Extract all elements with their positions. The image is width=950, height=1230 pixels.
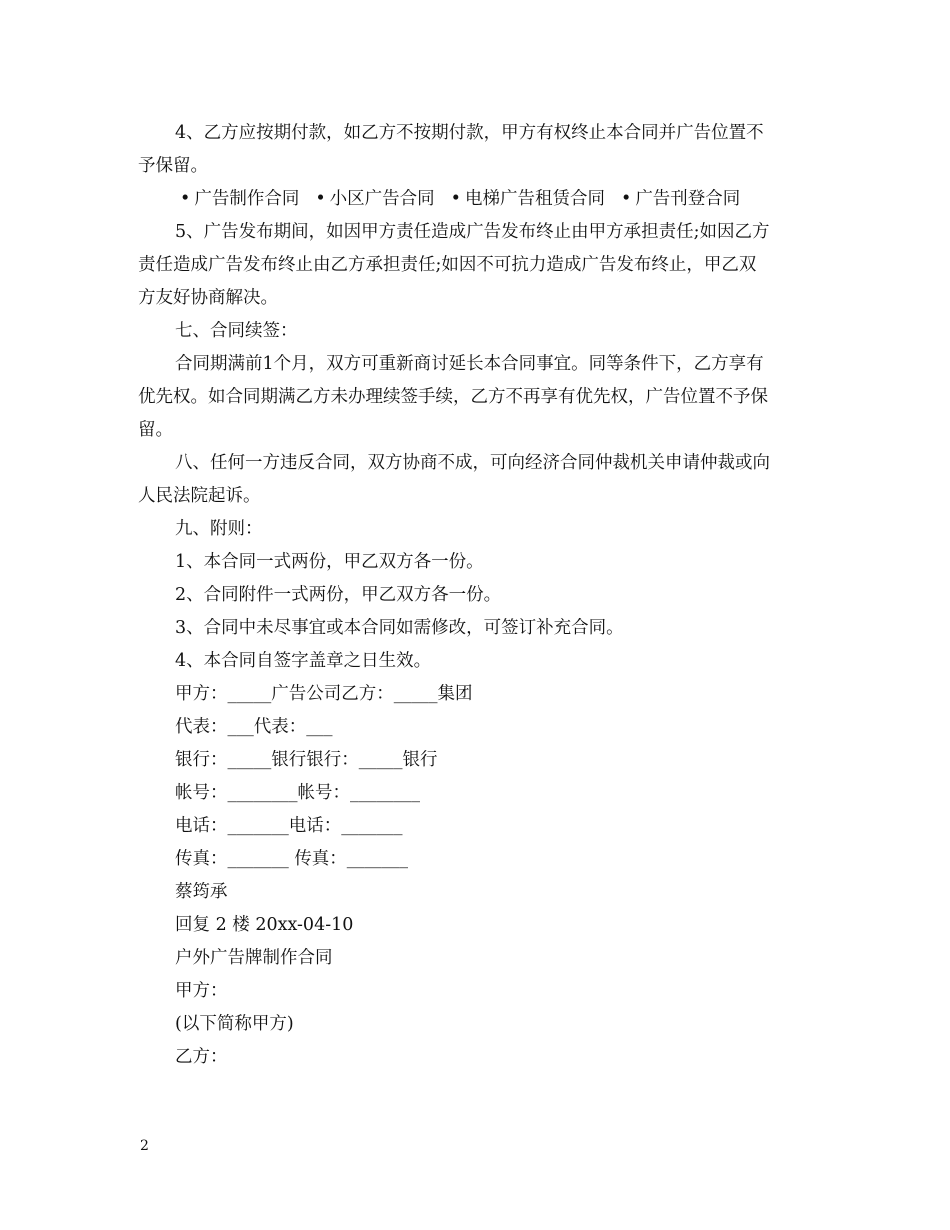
signature-field-bank: 银行：_____银行银行：_____银行 bbox=[175, 750, 438, 770]
paragraph: 4、乙方应按期付款，如乙方不按期付款，甲方有权终止本合同并广告位置不 bbox=[175, 123, 764, 143]
related-link-label: 广告制作合同 bbox=[194, 189, 300, 209]
reply-info: 回复 2 楼 20xx-04-10 bbox=[175, 915, 354, 935]
party-a-note: (以下简称甲方) bbox=[175, 1014, 294, 1034]
paragraph: 人民法院起诉。 bbox=[138, 486, 261, 506]
paragraph: 八、任何一方违反合同，双方协商不成，可向经济合同仲裁机关申请仲裁或向 bbox=[175, 453, 770, 473]
related-link-production-contract[interactable] bbox=[180, 183, 299, 216]
author-name: 蔡筠承 bbox=[175, 882, 228, 902]
paragraph: 1、本合同一式两份，甲乙双方各一份。 bbox=[175, 552, 484, 572]
paragraph: 2、合同附件一式两份，甲乙双方各一份。 bbox=[175, 585, 502, 605]
party-b-label: 乙方： bbox=[175, 1047, 228, 1067]
document-body bbox=[138, 117, 814, 1074]
bullet-icon: • bbox=[450, 189, 461, 209]
related-link-label: 小区广告合同 bbox=[329, 189, 435, 209]
paragraph: 责任造成广告发布终止由乙方承担责任;如因不可抗力造成广告发布终止，甲乙双 bbox=[138, 255, 757, 275]
signature-field-phone: 电话：_______电话：_______ bbox=[175, 816, 403, 836]
paragraph: 合同期满前1个月，双方可重新商讨延长本合同事宜。同等条件下，乙方享有 bbox=[175, 354, 764, 374]
paragraph: 5、广告发布期间，如因甲方责任造成广告发布终止由甲方承担责任;如因乙方 bbox=[175, 222, 770, 242]
paragraph: 方友好协商解决。 bbox=[138, 288, 278, 308]
related-links bbox=[138, 183, 814, 216]
signature-field-fax: 传真：_______ 传真：_______ bbox=[175, 849, 409, 869]
bullet-icon: • bbox=[620, 189, 632, 209]
paragraph: 留。 bbox=[138, 420, 173, 440]
signature-field-representative: 代表：___代表：___ bbox=[175, 717, 333, 737]
related-link-label: 电梯广告租赁合同 bbox=[464, 189, 605, 209]
paragraph: 优先权。如合同期满乙方未办理续签手续，乙方不再享有优先权，广告位置不予保 bbox=[138, 387, 768, 407]
paragraph: 3、合同中未尽事宜或本合同如需修改，可签订补充合同。 bbox=[175, 618, 624, 638]
bullet-icon: • bbox=[315, 189, 326, 209]
section-heading: 九、附则： bbox=[175, 519, 263, 539]
section-heading: 七、合同续签： bbox=[175, 321, 298, 341]
page-number: 2 bbox=[140, 1138, 149, 1154]
party-a-label: 甲方： bbox=[175, 981, 228, 1001]
related-link-label: 广告刊登合同 bbox=[635, 189, 741, 209]
related-link-community-contract[interactable] bbox=[315, 183, 434, 216]
related-link-publishing-contract[interactable] bbox=[621, 183, 740, 216]
paragraph: 4、本合同自签字盖章之日生效。 bbox=[175, 651, 432, 671]
contract-title: 户外广告牌制作合同 bbox=[175, 948, 333, 968]
related-link-elevator-contract[interactable] bbox=[451, 183, 605, 216]
paragraph: 予保留。 bbox=[138, 156, 208, 176]
signature-field-account: 帐号：________帐号：________ bbox=[175, 783, 420, 803]
bullet-icon: • bbox=[180, 189, 191, 209]
signature-field-party: 甲方：_____广告公司乙方：_____集团 bbox=[175, 684, 473, 704]
